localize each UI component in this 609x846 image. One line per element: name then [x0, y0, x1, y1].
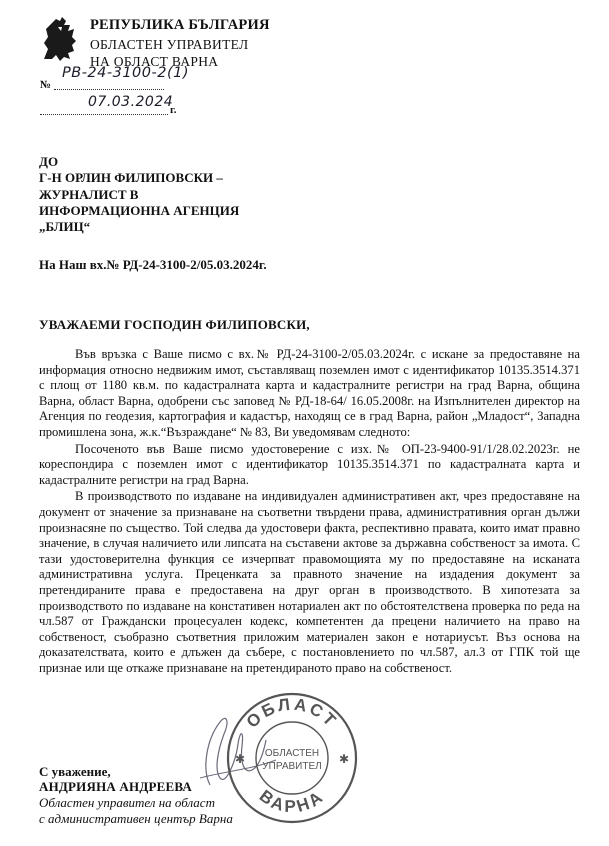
reg-number-line [54, 89, 164, 90]
addressee-block [39, 154, 239, 235]
republic-title: РЕПУБЛИКА БЪЛГАРИЯ [90, 17, 270, 33]
reference-line: На Наш вх.№ РД-24-3100-2/05.03.2024г. [39, 257, 267, 272]
stamp-bottom-text: ВАРНА [255, 786, 329, 817]
reg-number-handwritten: РВ-24-3100-2(1) [62, 65, 190, 81]
star-icon: ✱ [235, 752, 246, 766]
body-paragraph: Във връзка с Ваше писмо с вх.№ РД-24-3100-2/05.03.2024г. с искане за предоставяне на информация относно недвижим имот, съставляващ поземлен имот с идентификатор 10135.3514.371 с площ от 1180 кв.м. по кадастралната карта и кадастралните регистри на град Варна, община Варна, област Варна, одобрени със заповед № РД-18-64/ 16.05.2008г. на Изпълнителен директор на Агенция по геодезия, картография и кадастър, находящ се в град Варна, район „Младост“, Западна промишлена зона, ж.к.“Възраждане“ № 83, Ви уведомявам следното: [39, 347, 580, 439]
signatory-position: Областен управител на област [39, 795, 215, 810]
date-handwritten: 07.03.2024 [88, 94, 174, 110]
reg-number-label: № [40, 79, 52, 91]
year-suffix: г. [170, 104, 177, 116]
lion-crest-icon [38, 15, 82, 63]
addressee-line: Г-Н ОРЛИН ФИЛИПОВСКИ – [39, 170, 223, 186]
stamp-center-line1: ОБЛАСТЕН [264, 748, 320, 759]
signatory-position: с административен център Варна [39, 811, 233, 826]
stamp-top-text: ОБЛАСТ [242, 694, 342, 732]
star-icon: ✱ [339, 752, 350, 766]
signatory-name: АНДРИЯНА АНДРЕЕВА [39, 779, 193, 794]
addressee-line: ДО [39, 154, 59, 169]
region-title: НА ОБЛАСТ ВАРНА [90, 54, 219, 69]
official-stamp [222, 688, 362, 828]
signature-regards: С уважение, [39, 764, 111, 779]
addressee-line: „БЛИЦ“ [39, 219, 91, 235]
salutation: УВАЖАЕМИ ГОСПОДИН ФИЛИПОВСКИ, [39, 317, 310, 332]
addressee-line: ЖУРНАЛИСТ В [39, 186, 139, 202]
date-line [40, 114, 168, 115]
body-paragraph: В производството по издаване на индивидуален административен акт, чрез предоставяне на документ от значение за признаване на съответни твърдени права, административния орган дължи произнасяне по същество. Той следва да удостовери факта, респективно правата, които имат правно значение, в случая наличието или липсата на съставени актове за държавна собственост за имота. С тази удостоверителна функция се изчерпват правомощията му по предоставяне на исканата административна услуга. Преценката за правното значение на издадения документ за претендираните права е предоставена на друг орган в производството. В хипотезата за производството по издаване на констативен нотариален акт по обстоятелствена проверка по реда на чл.587 от Граждански процесуален кодекс, компетентен да прецени наличието на право на собственост, съобразно съответния приложим материален закон е нотариусът. Въз основа на доказателствата, които е длъжен да събере, с постановлението по чл.587, ал.3 от ГПК той ще признае или ще откаже признаване на претендираното право на собственост. [39, 489, 580, 675]
body-paragraph: Посоченото във Ваше писмо удостоверение с изх.№ ОП-23-9400-91/1/28.02.2023г. не кореспондира с поземлен имот с идентификатор 10135.3514.371 по кадастралната карта и кадастралните регистри на град Варна. [39, 441, 580, 487]
stamp-center-line2: УПРАВИТЕЛ [262, 761, 322, 772]
letter-body [39, 347, 580, 676]
addressee-line: ИНФОРМАЦИОННА АГЕНЦИЯ [39, 202, 240, 218]
governor-title: ОБЛАСТЕН УПРАВИТЕЛ [90, 37, 249, 52]
